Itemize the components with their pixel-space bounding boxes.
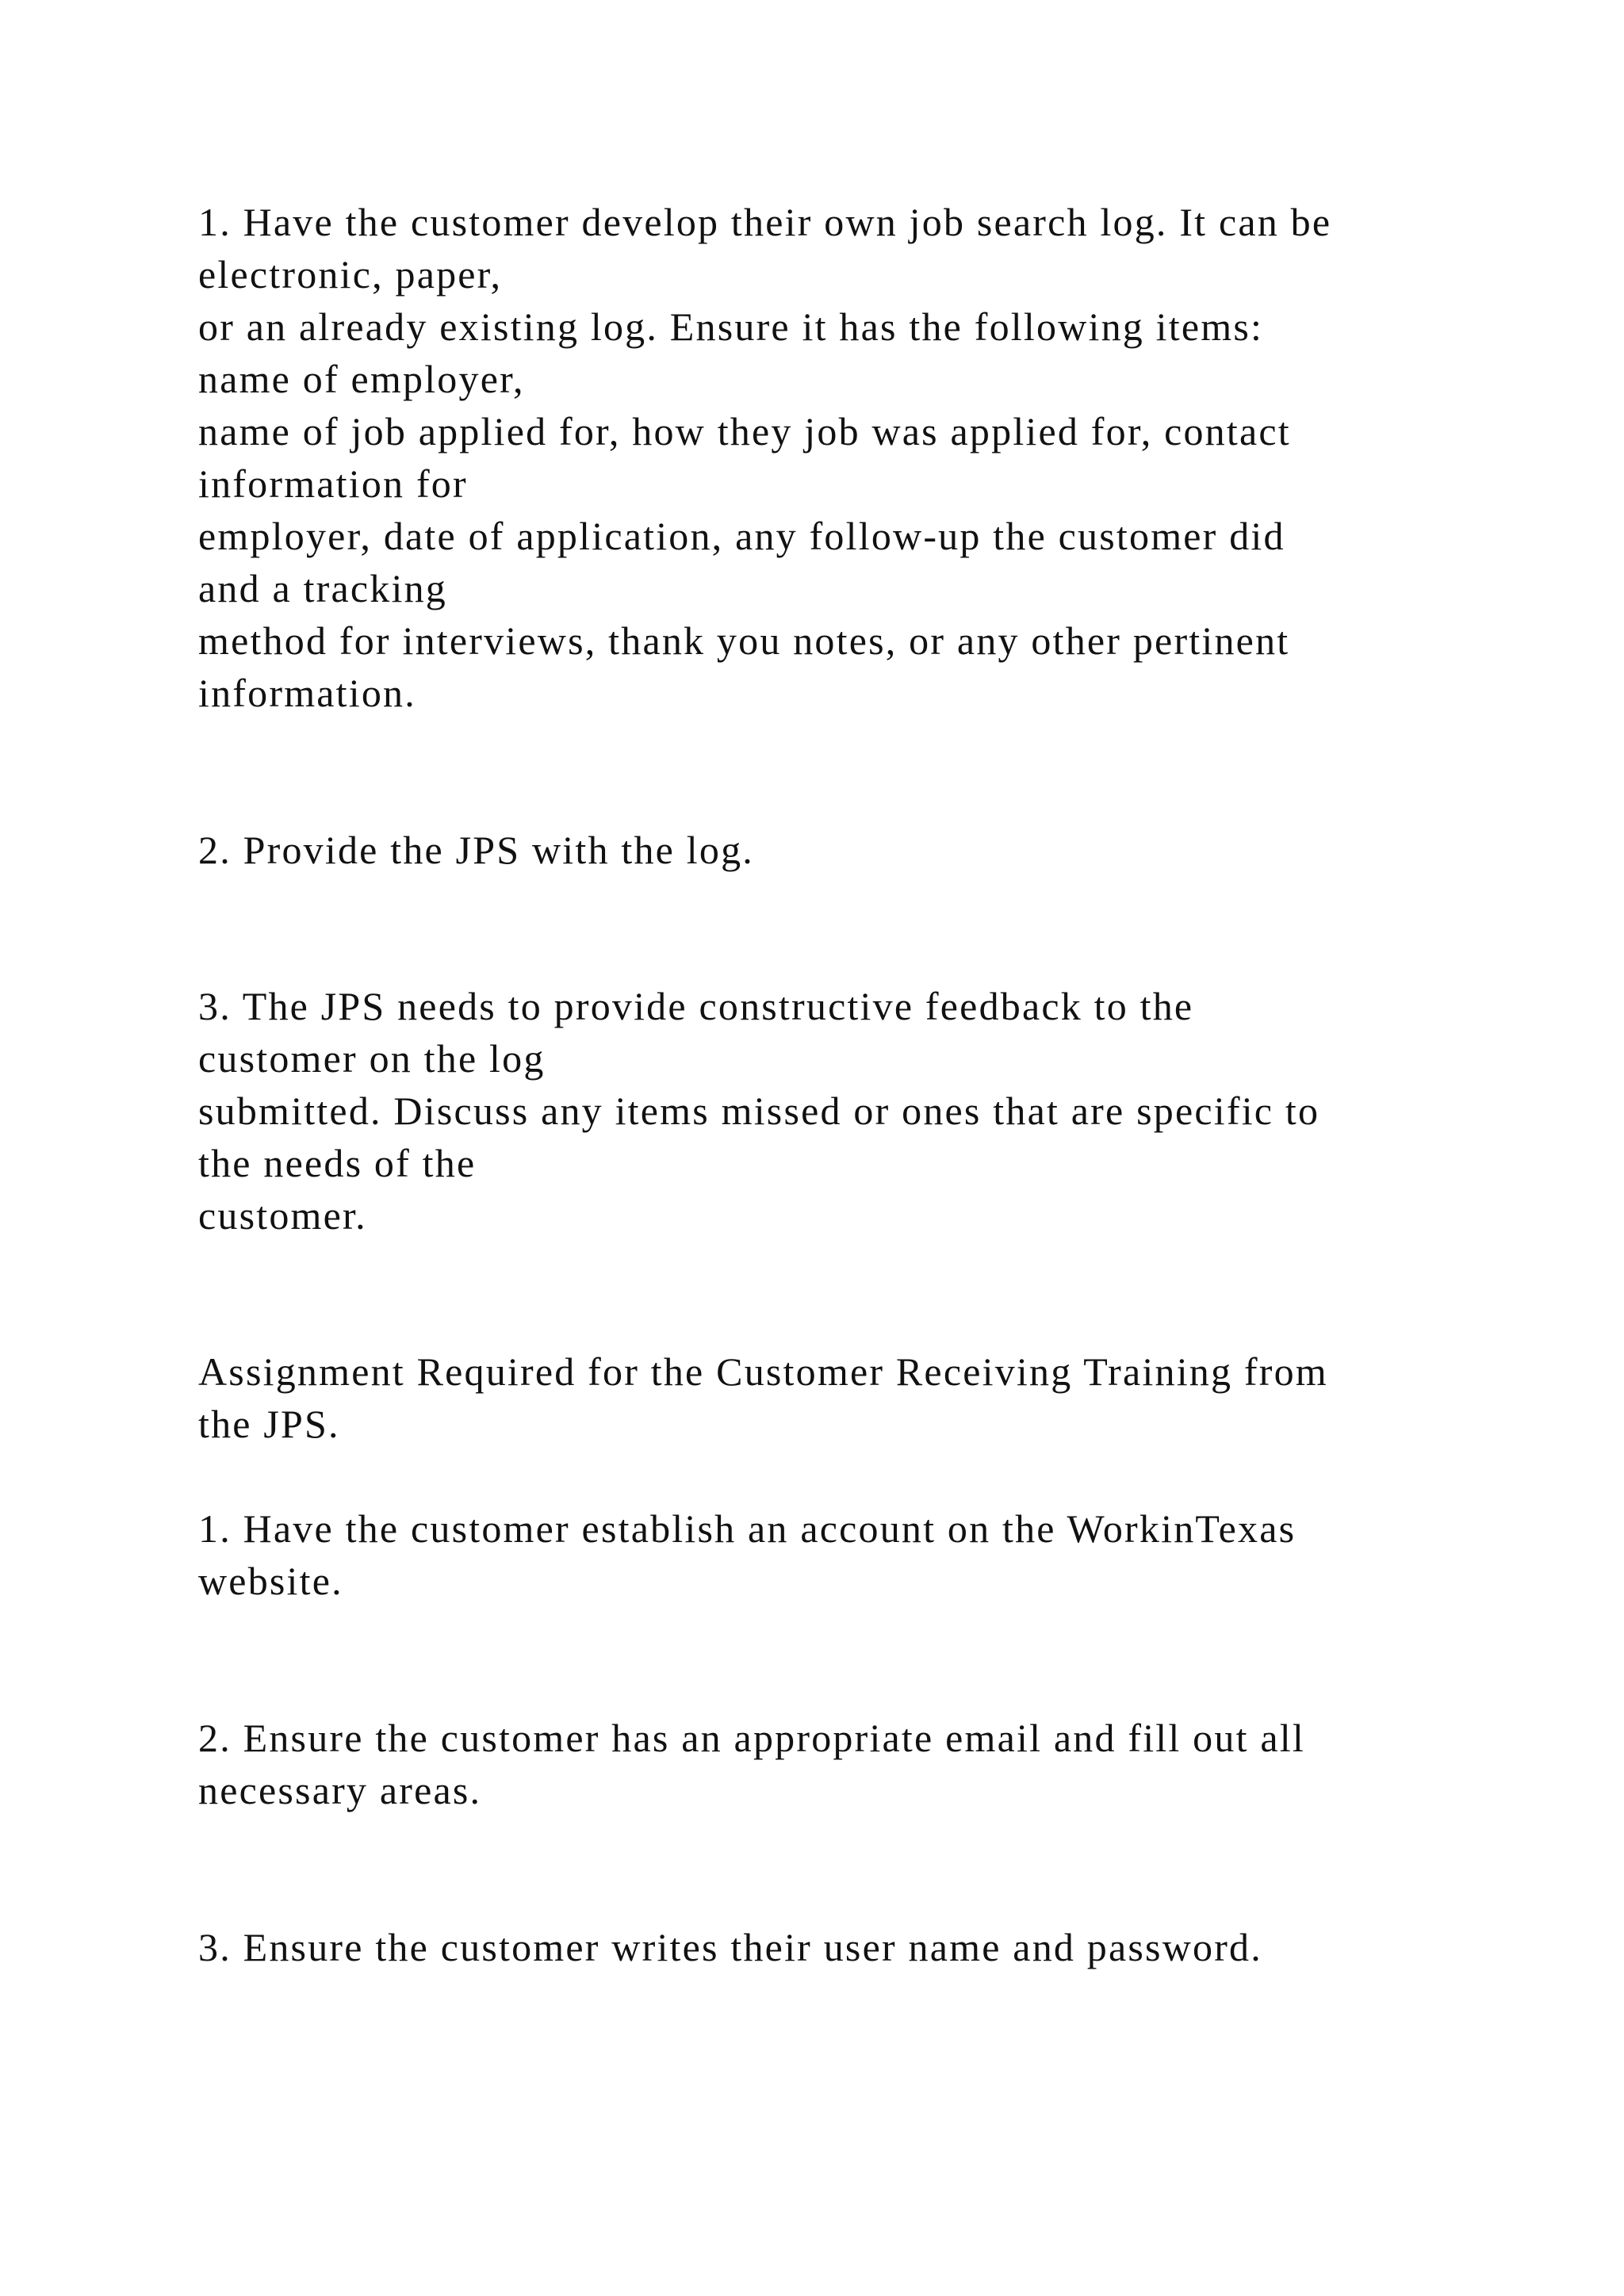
document-line: 3. Ensure the customer writes their user name and password.: [198, 1925, 1262, 1969]
document-line: 1. Have the customer establish an account on the WorkinTexas: [198, 1506, 1297, 1551]
document-line: information.: [198, 671, 416, 715]
document-line: method for interviews, thank you notes, or any other pertinent: [198, 618, 1290, 663]
document-line: electronic, paper,: [198, 252, 503, 297]
document-line: customer on the log: [198, 1036, 546, 1081]
document-line: the JPS.: [198, 1402, 340, 1446]
document-line: Assignment Required for the Customer Receiving Training from: [198, 1349, 1328, 1394]
document-line: website.: [198, 1559, 343, 1603]
document-line: and a tracking: [198, 566, 448, 610]
document-line: submitted. Discuss any items missed or ones that are specific to: [198, 1089, 1320, 1133]
document-line: information for: [198, 461, 468, 506]
document-line: necessary areas.: [198, 1768, 482, 1812]
document-line: 1. Have the customer develop their own job search log. It can be: [198, 200, 1332, 244]
document-line: employer, date of application, any follow-up the customer did: [198, 514, 1285, 558]
document-line: 3. The JPS needs to provide constructive feedback to the: [198, 984, 1194, 1028]
document-line: name of job applied for, how they job was applied for, contact: [198, 409, 1291, 453]
document-line: name of employer,: [198, 357, 525, 401]
document-line: customer.: [198, 1193, 367, 1238]
document-line: the needs of the: [198, 1141, 477, 1185]
document-line: 2. Ensure the customer has an appropriate email and fill out all: [198, 1716, 1305, 1760]
document-line: or an already existing log. Ensure it has the following items:: [198, 304, 1264, 349]
document-line: 2. Provide the JPS with the log.: [198, 828, 754, 872]
